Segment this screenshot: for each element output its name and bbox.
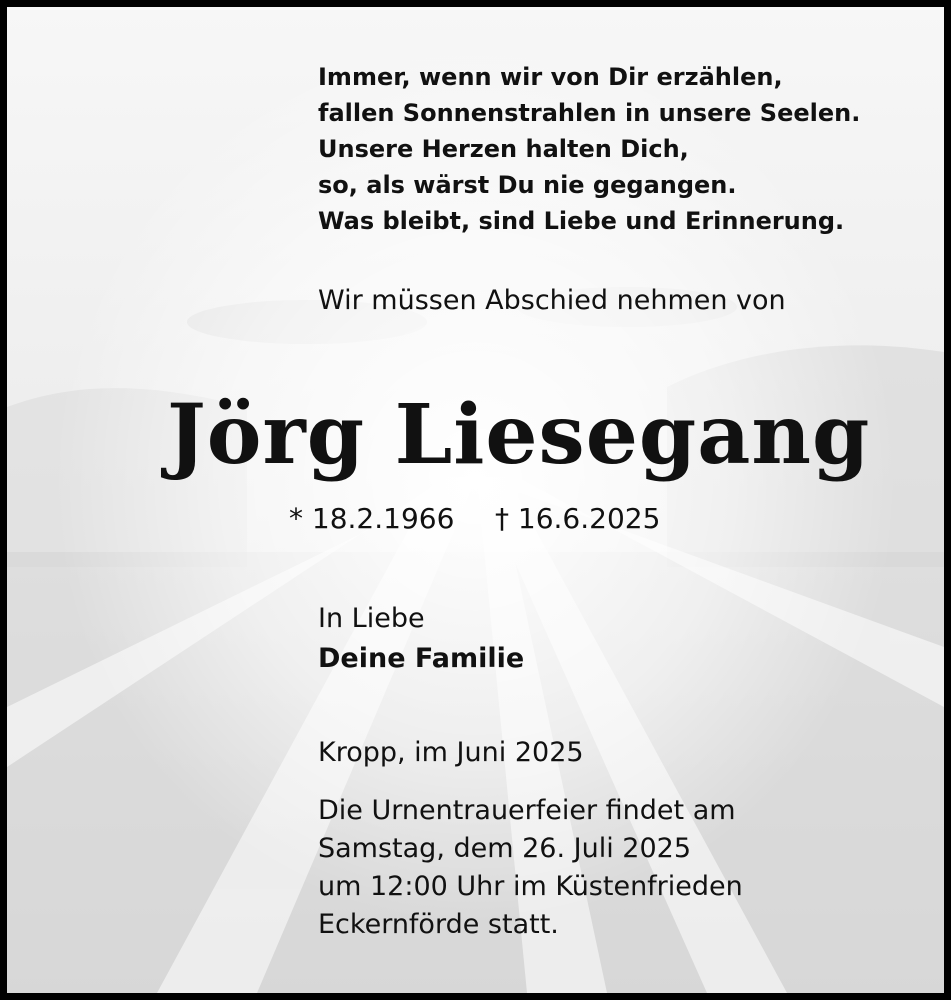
poem-line: Unsere Herzen halten Dich, (318, 135, 689, 163)
signature: Deine Familie (318, 643, 525, 674)
poem-line: fallen Sonnenstrahlen in unsere Seelen. (318, 99, 861, 127)
birth-date: * 18.2.1966 (289, 502, 455, 535)
ceremony-line: Eckernförde statt. (318, 909, 559, 940)
ceremony-line: um 12:00 Uhr im Küstenfrieden (318, 871, 743, 902)
ceremony-info (318, 792, 743, 944)
ceremony-line: Samstag, dem 26. Juli 2025 (318, 833, 692, 864)
poem (318, 59, 860, 239)
closing-phrase: In Liebe (318, 603, 425, 634)
farewell-intro: Wir müssen Abschied nehmen von (318, 285, 786, 316)
death-date: † 16.6.2025 (495, 502, 661, 535)
ceremony-line: Die Urnentrauerfeier findet am (318, 795, 736, 826)
deceased-name: Jörg Liesegang (167, 387, 871, 483)
poem-line: Was bleibt, sind Liebe und Erinnerung. (318, 207, 845, 235)
poem-line: Immer, wenn wir von Dir erzählen, (318, 63, 783, 91)
poem-line: so, als wärst Du nie gegangen. (318, 171, 737, 199)
place-date: Kropp, im Juni 2025 (318, 737, 584, 768)
